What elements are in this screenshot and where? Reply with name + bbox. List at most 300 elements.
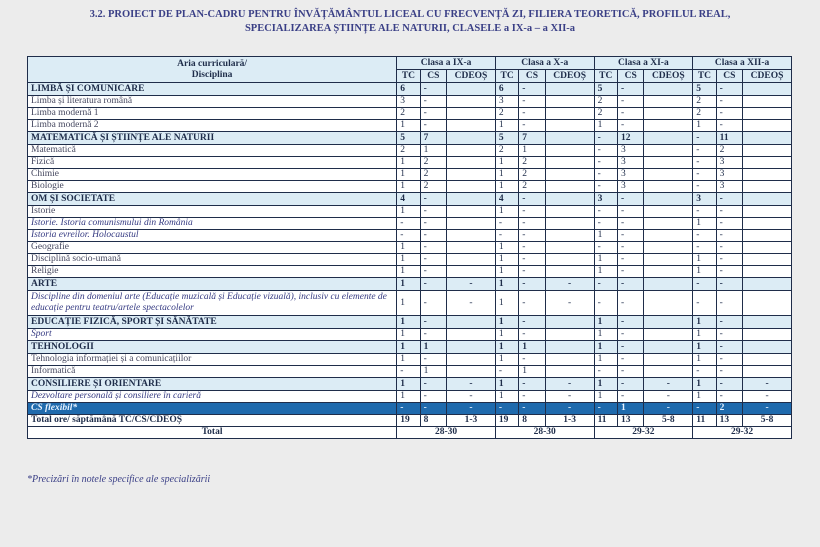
- tc-cell: 2: [594, 96, 617, 108]
- cdeos-cell: [447, 341, 496, 354]
- tc-cell: 1: [495, 391, 518, 403]
- discipline-row: [28, 169, 792, 181]
- tc-cell: -: [693, 169, 716, 181]
- cs-cell: -: [420, 316, 446, 329]
- cs-cell: 2: [716, 403, 742, 415]
- class-x-header: Clasa a X-a: [495, 57, 594, 70]
- tc-cell: 1: [397, 391, 420, 403]
- cdeos-cell: [644, 291, 693, 316]
- cdeos-cell: [545, 132, 594, 145]
- cdeos-cell: [545, 366, 594, 378]
- cs-cell: -: [617, 254, 643, 266]
- tc-cell: 11: [693, 415, 716, 427]
- cdeos-cell: [743, 132, 792, 145]
- discipline-row: [28, 366, 792, 378]
- cdeos-cell: [644, 366, 693, 378]
- cdeos-cell: [743, 278, 792, 291]
- cdeos-cell: 1-3: [545, 415, 594, 427]
- cdeos-cell: [644, 157, 693, 169]
- cdeos-cell: [743, 108, 792, 120]
- cdeos-cell: [447, 206, 496, 218]
- tc-cell: 1: [495, 341, 518, 354]
- cs-cell: 3: [716, 157, 742, 169]
- cs-cell: -: [716, 206, 742, 218]
- cs-cell: -: [716, 120, 742, 132]
- cs-cell: -: [617, 230, 643, 242]
- tc-cell: -: [397, 366, 420, 378]
- cs-cell: -: [716, 391, 742, 403]
- cdeos-cell: [644, 316, 693, 329]
- cs-cell: -: [617, 120, 643, 132]
- cdeos-cell: [644, 145, 693, 157]
- row-label: Tehnologia informației și a comunicațiilor: [28, 354, 397, 366]
- tc-cell: 1: [495, 120, 518, 132]
- tc-header: TC: [594, 70, 617, 83]
- class-ix-header: Clasa a IX-a: [397, 57, 496, 70]
- cdeos-cell: -: [743, 403, 792, 415]
- cdeos-cell: [447, 329, 496, 341]
- section-row: [28, 341, 792, 354]
- cdeos-cell: [545, 206, 594, 218]
- cs-cell: 1: [519, 145, 545, 157]
- section-row: [28, 278, 792, 291]
- tc-cell: 1: [495, 354, 518, 366]
- cs-cell: -: [519, 391, 545, 403]
- tc-cell: 1: [397, 242, 420, 254]
- cdeos-cell: [644, 83, 693, 96]
- tc-cell: -: [594, 278, 617, 291]
- cdeos-cell: [545, 145, 594, 157]
- tc-cell: 1: [594, 329, 617, 341]
- cs-cell: -: [617, 96, 643, 108]
- cs-cell: -: [420, 254, 446, 266]
- cs-cell: -: [420, 96, 446, 108]
- cdeos-cell: [743, 96, 792, 108]
- tc-cell: 5: [693, 83, 716, 96]
- tc-cell: 1: [495, 378, 518, 391]
- tc-cell: 1: [397, 181, 420, 193]
- cs-cell: -: [716, 242, 742, 254]
- grand-total-ix: 28-30: [397, 427, 496, 439]
- tc-cell: -: [693, 181, 716, 193]
- cdeos-cell: [644, 193, 693, 206]
- tc-cell: 1: [594, 266, 617, 278]
- cs-cell: -: [420, 291, 446, 316]
- table-body: [28, 83, 792, 427]
- row-label: Discipline din domeniul arte (Educație muzicală și Educație vizuală), inclusiv cu elemente de educație pentru teatru/artele spectacolelor: [28, 291, 397, 316]
- tc-cell: 1: [693, 354, 716, 366]
- cs-cell: 8: [420, 415, 446, 427]
- cdeos-cell: -: [447, 403, 496, 415]
- cdeos-cell: -: [447, 391, 496, 403]
- row-label: Religie: [28, 266, 397, 278]
- tc-cell: 1: [495, 157, 518, 169]
- row-label: ARTE: [28, 278, 397, 291]
- cs-cell: -: [420, 354, 446, 366]
- cdeos-cell: [644, 132, 693, 145]
- grand-total-xi: 29-32: [594, 427, 693, 439]
- row-label: Informatică: [28, 366, 397, 378]
- row-label: Biologie: [28, 181, 397, 193]
- cdeos-header: CDEOȘ: [644, 70, 693, 83]
- cs-cell: 2: [420, 157, 446, 169]
- tc-cell: 1: [495, 242, 518, 254]
- tc-cell: 6: [495, 83, 518, 96]
- cs-cell: -: [617, 341, 643, 354]
- cs-cell: -: [617, 391, 643, 403]
- cdeos-cell: [743, 218, 792, 230]
- cs-cell: -: [716, 108, 742, 120]
- cs-cell: 2: [420, 181, 446, 193]
- tc-cell: 1: [397, 278, 420, 291]
- tc-cell: -: [693, 366, 716, 378]
- tc-cell: 1: [594, 230, 617, 242]
- tc-cell: 1: [397, 169, 420, 181]
- cs-cell: 2: [519, 169, 545, 181]
- cdeos-cell: [743, 242, 792, 254]
- discipline-row: [28, 254, 792, 266]
- discipline-row: [28, 157, 792, 169]
- cs-cell: -: [420, 278, 446, 291]
- discipline-row: [28, 391, 792, 403]
- row-label: Istorie: [28, 206, 397, 218]
- cs-cell: -: [716, 341, 742, 354]
- tc-header: TC: [693, 70, 716, 83]
- cdeos-cell: [545, 266, 594, 278]
- cs-header: CS: [716, 70, 742, 83]
- area-header-line-1: Aria curriculară/: [177, 58, 248, 69]
- cdeos-cell: [447, 108, 496, 120]
- cdeos-cell: [644, 218, 693, 230]
- cs-cell: -: [519, 329, 545, 341]
- cs-cell: -: [420, 230, 446, 242]
- tc-cell: 11: [594, 415, 617, 427]
- tc-cell: -: [397, 230, 420, 242]
- tc-cell: 2: [594, 108, 617, 120]
- cs-cell: 13: [716, 415, 742, 427]
- class-xi-header: Clasa a XI-a: [594, 57, 693, 70]
- discipline-row: [28, 329, 792, 341]
- cs-cell: -: [420, 108, 446, 120]
- section-row: [28, 83, 792, 96]
- cdeos-cell: [447, 354, 496, 366]
- row-label: Istoria evreilor. Holocaustul: [28, 230, 397, 242]
- tc-header: TC: [495, 70, 518, 83]
- tc-cell: 1: [397, 378, 420, 391]
- tc-cell: -: [693, 278, 716, 291]
- cdeos-cell: [743, 145, 792, 157]
- cs-cell: -: [519, 254, 545, 266]
- area-header: [28, 57, 397, 83]
- cs-cell: -: [519, 242, 545, 254]
- tc-cell: -: [693, 132, 716, 145]
- cdeos-cell: [545, 193, 594, 206]
- cdeos-cell: [644, 96, 693, 108]
- cs-cell: 1: [519, 366, 545, 378]
- cdeos-cell: [545, 354, 594, 366]
- cs-cell: -: [420, 391, 446, 403]
- tc-cell: 5: [397, 132, 420, 145]
- cs-cell: -: [519, 218, 545, 230]
- tc-cell: 1: [693, 218, 716, 230]
- cdeos-header: CDEOȘ: [447, 70, 496, 83]
- tc-cell: 1: [693, 341, 716, 354]
- tc-cell: 1: [693, 120, 716, 132]
- tc-cell: 2: [495, 145, 518, 157]
- cdeos-cell: [447, 181, 496, 193]
- tc-cell: 1: [693, 391, 716, 403]
- cs-cell: 1: [420, 341, 446, 354]
- cs-cell: -: [420, 218, 446, 230]
- curriculum-table: [27, 56, 792, 439]
- tc-cell: 1: [495, 316, 518, 329]
- cdeos-cell: -: [644, 403, 693, 415]
- section-row: [28, 132, 792, 145]
- cdeos-cell: -: [447, 378, 496, 391]
- tc-cell: 1: [397, 354, 420, 366]
- cdeos-cell: [447, 230, 496, 242]
- cs-cell: -: [617, 242, 643, 254]
- tc-cell: -: [594, 145, 617, 157]
- cdeos-cell: -: [644, 391, 693, 403]
- tc-cell: -: [594, 132, 617, 145]
- cdeos-cell: [545, 169, 594, 181]
- cdeos-cell: [545, 218, 594, 230]
- cdeos-cell: [743, 83, 792, 96]
- cdeos-cell: [743, 230, 792, 242]
- title-line-2: SPECIALIZAREA ȘTIINȚE ALE NATURII, CLASELE a IX-a – a XII-a: [244, 23, 576, 34]
- tc-cell: 3: [594, 193, 617, 206]
- tc-cell: -: [495, 230, 518, 242]
- row-label: Geografie: [28, 242, 397, 254]
- tc-cell: 1: [397, 316, 420, 329]
- cs-cell: -: [716, 218, 742, 230]
- tc-cell: 1: [594, 391, 617, 403]
- cdeos-cell: [447, 120, 496, 132]
- cdeos-cell: [545, 254, 594, 266]
- tc-cell: 1: [693, 254, 716, 266]
- row-label: Limba și literatura română: [28, 96, 397, 108]
- tc-cell: 1: [495, 266, 518, 278]
- cdeos-cell: 1-3: [447, 415, 496, 427]
- tc-cell: 5: [594, 83, 617, 96]
- grand-total-x: 28-30: [495, 427, 594, 439]
- row-label: LIMBĂ ȘI COMUNICARE: [28, 83, 397, 96]
- cs-cell: -: [420, 83, 446, 96]
- cs-cell: -: [519, 278, 545, 291]
- cs-cell: -: [519, 378, 545, 391]
- grand-total-xii: 29-32: [693, 427, 792, 439]
- tc-cell: 1: [397, 341, 420, 354]
- cdeos-cell: [447, 266, 496, 278]
- cs-cell: -: [519, 120, 545, 132]
- cs-cell: 7: [519, 132, 545, 145]
- cdeos-cell: [545, 242, 594, 254]
- cdeos-cell: [447, 242, 496, 254]
- cs-cell: 1: [420, 145, 446, 157]
- row-label: Chimie: [28, 169, 397, 181]
- cs-cell: -: [617, 316, 643, 329]
- cs-cell: -: [420, 266, 446, 278]
- cs-cell: -: [716, 230, 742, 242]
- cdeos-cell: [545, 341, 594, 354]
- tc-cell: -: [594, 206, 617, 218]
- cs-cell: -: [716, 329, 742, 341]
- cdeos-cell: [644, 181, 693, 193]
- row-label: Dezvoltare personală și consiliere în carieră: [28, 391, 397, 403]
- cdeos-cell: [447, 145, 496, 157]
- cdeos-cell: [447, 169, 496, 181]
- section-row: [28, 193, 792, 206]
- cs-cell: -: [519, 230, 545, 242]
- cs-cell: -: [617, 329, 643, 341]
- cs-cell: 12: [617, 132, 643, 145]
- row-label: Fizică: [28, 157, 397, 169]
- cdeos-cell: [644, 266, 693, 278]
- cdeos-cell: [743, 366, 792, 378]
- tc-cell: -: [594, 181, 617, 193]
- tc-cell: 1: [397, 120, 420, 132]
- tc-cell: 19: [397, 415, 420, 427]
- row-label: Disciplină socio-umană: [28, 254, 397, 266]
- tc-cell: -: [495, 218, 518, 230]
- cs-header: CS: [519, 70, 545, 83]
- cdeos-cell: [644, 341, 693, 354]
- cdeos-cell: -: [447, 278, 496, 291]
- cs-cell: -: [716, 266, 742, 278]
- tc-cell: 1: [397, 291, 420, 316]
- cs-cell: 3: [617, 157, 643, 169]
- cdeos-cell: -: [743, 378, 792, 391]
- cs-cell: 3: [716, 181, 742, 193]
- cdeos-cell: [447, 193, 496, 206]
- tc-cell: -: [693, 206, 716, 218]
- tc-cell: 1: [693, 266, 716, 278]
- row-label: OM ȘI SOCIETATE: [28, 193, 397, 206]
- tc-cell: 1: [397, 157, 420, 169]
- tc-cell: 1: [594, 254, 617, 266]
- cs-cell: -: [716, 291, 742, 316]
- tc-cell: 1: [397, 254, 420, 266]
- tc-cell: -: [693, 157, 716, 169]
- tc-cell: 2: [397, 108, 420, 120]
- cs-cell: -: [617, 266, 643, 278]
- cdeos-cell: [743, 193, 792, 206]
- cdeos-cell: [545, 181, 594, 193]
- cs-cell: -: [519, 316, 545, 329]
- row-label: Istorie. Istoria comunismului din România: [28, 218, 397, 230]
- cs-cell: 3: [617, 181, 643, 193]
- cdeos-cell: [644, 206, 693, 218]
- cdeos-cell: 5-8: [743, 415, 792, 427]
- cs-cell: -: [519, 193, 545, 206]
- document-title: [20, 8, 800, 36]
- tc-cell: 4: [397, 193, 420, 206]
- title-line-1: 3.2. PROIECT DE PLAN-CADRU PENTRU ÎNVĂȚĂMÂNTUL LICEAL CU FRECVENȚĂ ZI, FILIERA TEORETICĂ, PROFILUL REAL,: [89, 9, 731, 20]
- cdeos-cell: [644, 169, 693, 181]
- discipline-row: [28, 145, 792, 157]
- tc-cell: 2: [397, 145, 420, 157]
- cs-cell: -: [617, 206, 643, 218]
- tc-cell: 5: [495, 132, 518, 145]
- cs-cell: -: [617, 291, 643, 316]
- cs-cell: -: [617, 378, 643, 391]
- cdeos-cell: [545, 108, 594, 120]
- discipline-row: [28, 291, 792, 316]
- cdeos-cell: [447, 83, 496, 96]
- cs-cell: -: [519, 108, 545, 120]
- cs-cell: 3: [617, 169, 643, 181]
- cdeos-cell: [743, 316, 792, 329]
- cdeos-cell: -: [545, 391, 594, 403]
- cdeos-cell: [447, 254, 496, 266]
- cdeos-cell: -: [447, 291, 496, 316]
- cs-cell: -: [716, 83, 742, 96]
- cs-cell: -: [617, 218, 643, 230]
- cdeos-cell: [545, 96, 594, 108]
- cdeos-cell: -: [545, 291, 594, 316]
- tc-cell: 19: [495, 415, 518, 427]
- cdeos-cell: [447, 96, 496, 108]
- tc-cell: 1: [594, 341, 617, 354]
- cs-cell: 7: [420, 132, 446, 145]
- cdeos-cell: 5-8: [644, 415, 693, 427]
- tc-cell: 1: [397, 329, 420, 341]
- tc-cell: -: [594, 291, 617, 316]
- cs-cell: -: [420, 378, 446, 391]
- cdeos-cell: [644, 329, 693, 341]
- cdeos-cell: [447, 218, 496, 230]
- cdeos-cell: -: [545, 278, 594, 291]
- tc-cell: -: [693, 145, 716, 157]
- cs-cell: 2: [519, 181, 545, 193]
- tc-cell: 1: [594, 378, 617, 391]
- cs-cell: 2: [716, 145, 742, 157]
- row-label: MATEMATICĂ ȘI ȘTIINȚE ALE NATURII: [28, 132, 397, 145]
- cs-cell: -: [617, 366, 643, 378]
- row-label: EDUCAȚIE FIZICĂ, SPORT ȘI SĂNĂTATE: [28, 316, 397, 329]
- row-label: Limba modernă 1: [28, 108, 397, 120]
- cdeos-cell: [644, 120, 693, 132]
- tc-cell: -: [495, 403, 518, 415]
- cs-cell: 2: [519, 157, 545, 169]
- discipline-row: [28, 181, 792, 193]
- tc-cell: 1: [594, 120, 617, 132]
- cs-cell: 2: [420, 169, 446, 181]
- cdeos-cell: [743, 206, 792, 218]
- cs-cell: -: [716, 366, 742, 378]
- tc-cell: -: [693, 291, 716, 316]
- tc-cell: 1: [495, 169, 518, 181]
- tc-cell: 6: [397, 83, 420, 96]
- section-row: [28, 378, 792, 391]
- cdeos-header: CDEOȘ: [743, 70, 792, 83]
- cdeos-cell: [644, 278, 693, 291]
- tc-cell: 4: [495, 193, 518, 206]
- cdeos-cell: [447, 366, 496, 378]
- tc-cell: 1: [594, 354, 617, 366]
- tc-cell: 3: [397, 96, 420, 108]
- discipline-row: [28, 218, 792, 230]
- tc-cell: 1: [495, 181, 518, 193]
- cs-cell: 1: [617, 403, 643, 415]
- cs-cell: 1: [420, 366, 446, 378]
- tc-cell: -: [594, 157, 617, 169]
- cdeos-cell: [743, 291, 792, 316]
- cs-cell: -: [420, 193, 446, 206]
- row-label: Matematică: [28, 145, 397, 157]
- tc-cell: 1: [693, 378, 716, 391]
